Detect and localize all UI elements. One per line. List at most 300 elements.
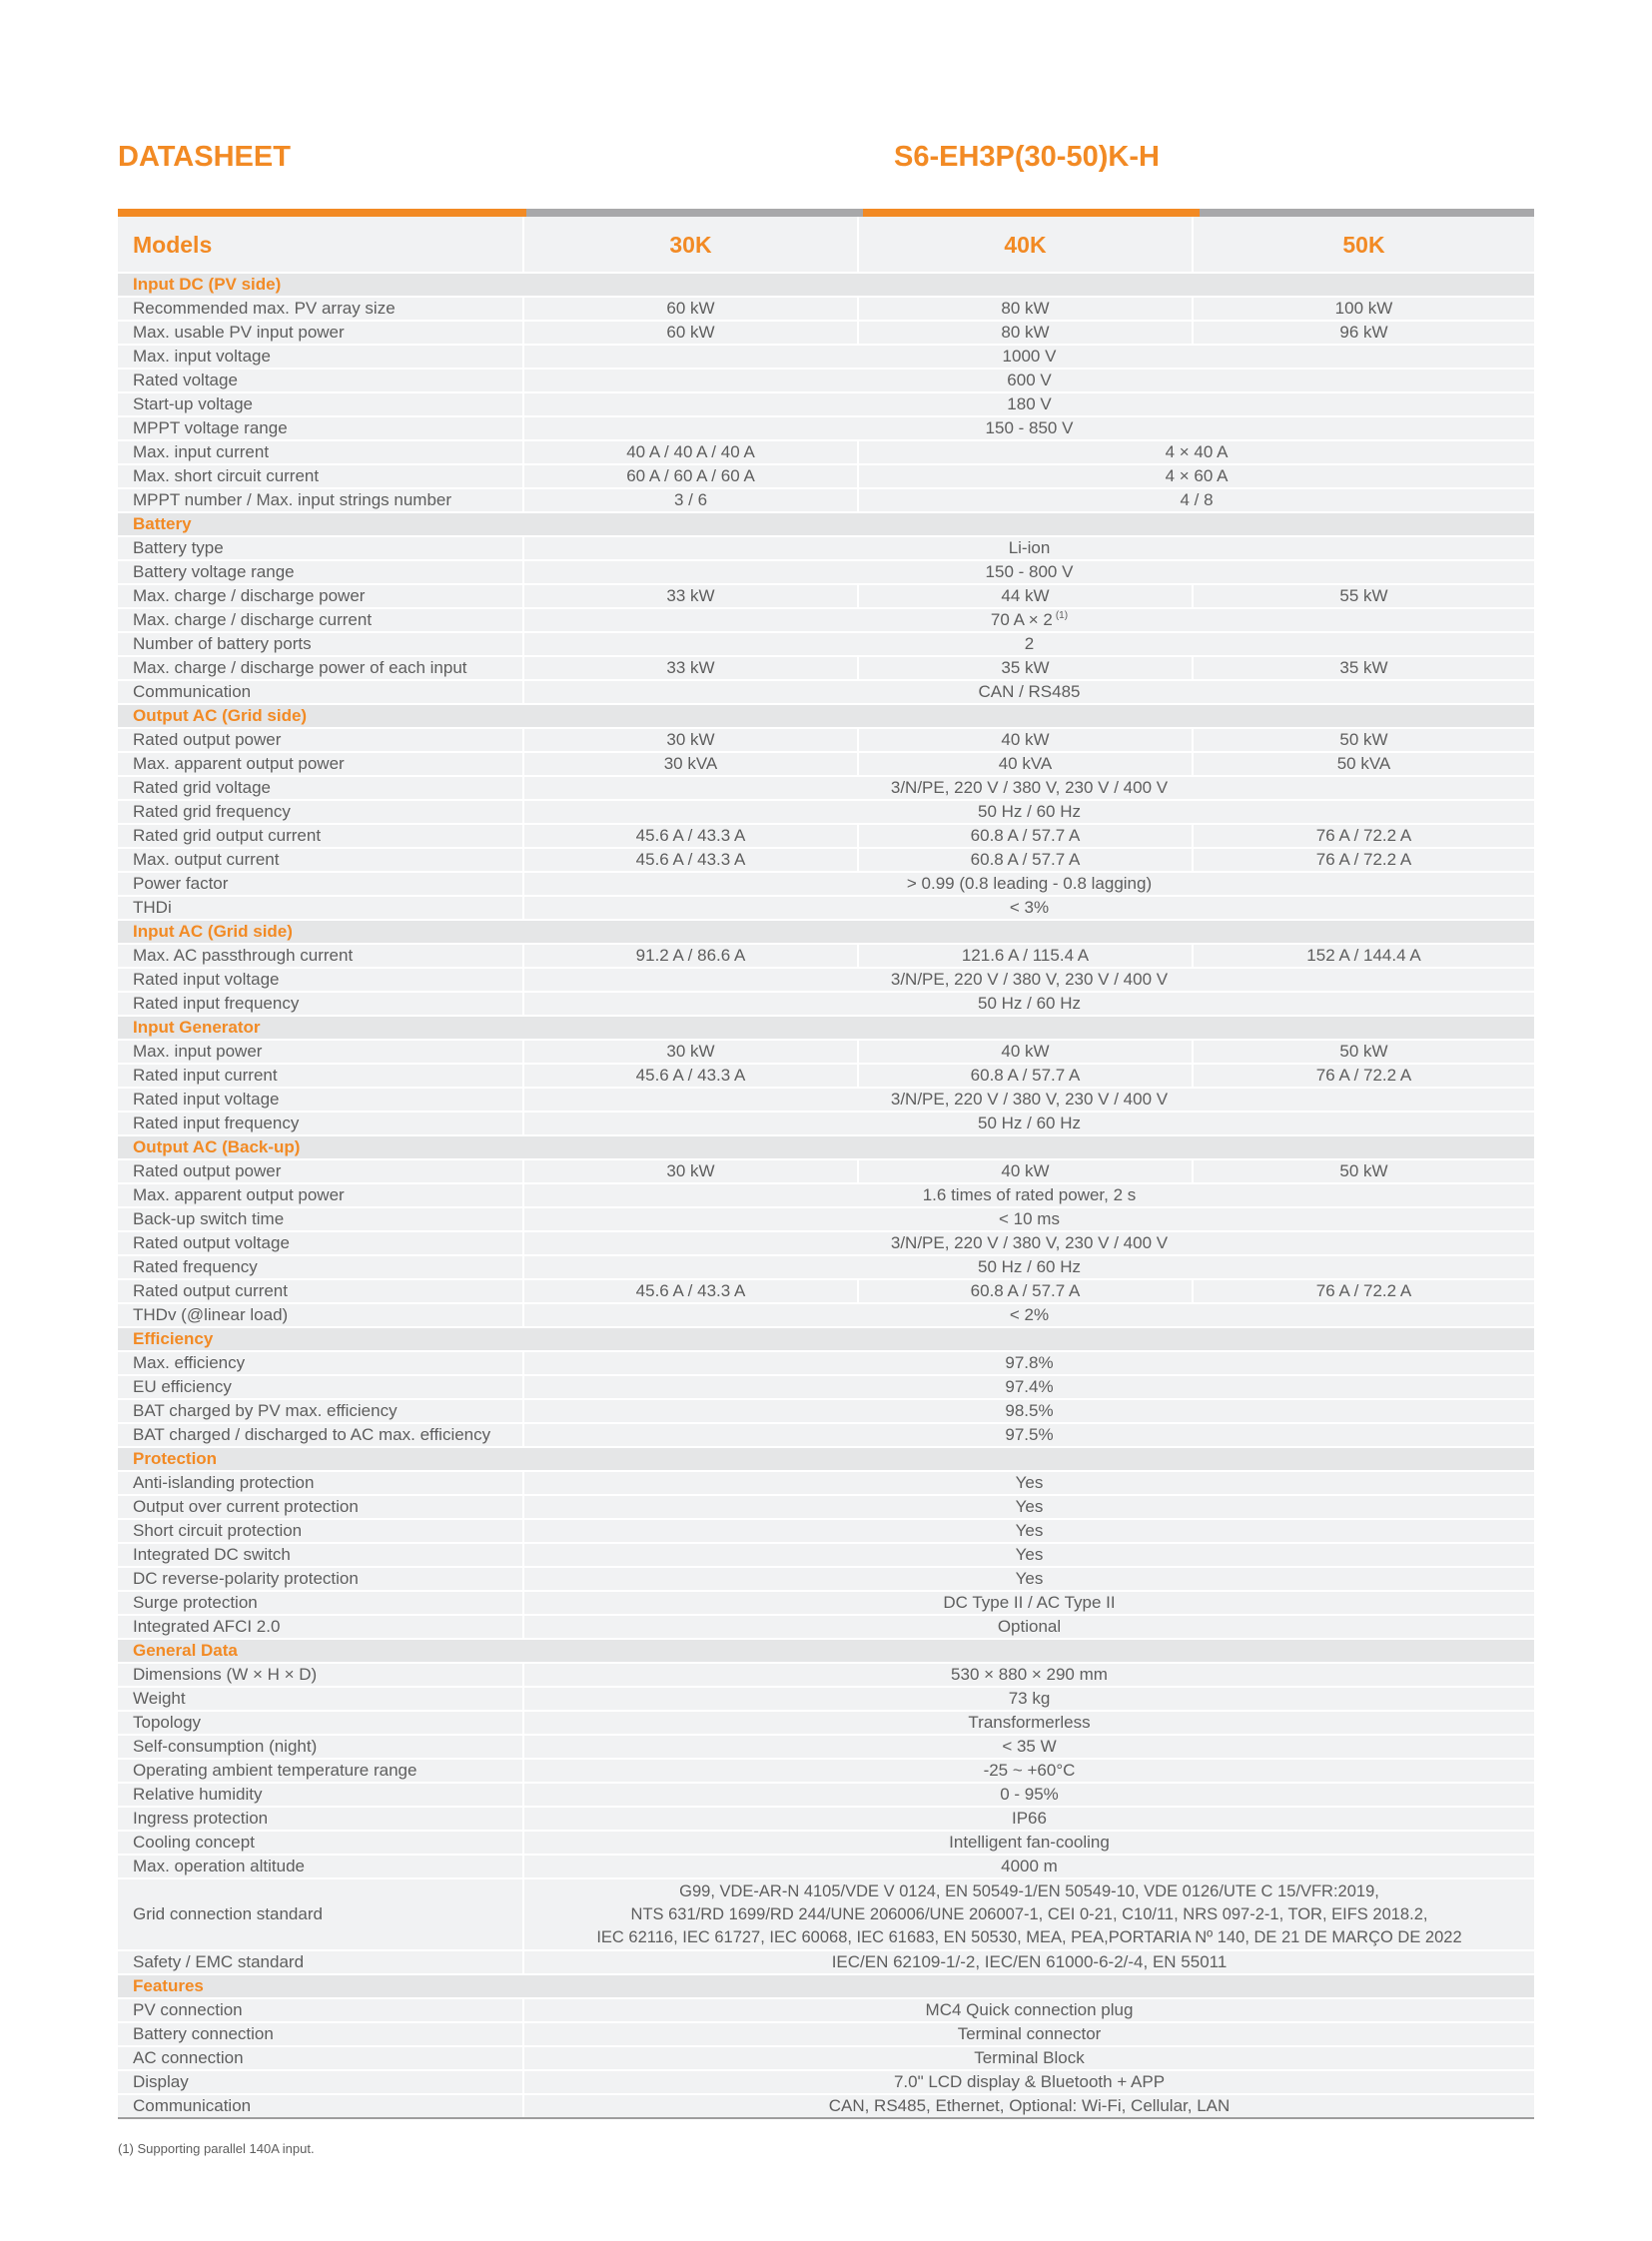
value-text: 600 V <box>1007 371 1052 389</box>
top-bar-segment <box>526 209 863 217</box>
table-row <box>118 801 1534 825</box>
row-label: Operating ambient temperature range <box>118 1760 524 1782</box>
section-title: Input Generator <box>133 1018 261 1037</box>
row-label: Max. input voltage <box>118 346 524 368</box>
value-30k: 60 kW <box>524 298 859 320</box>
value-text: Li-ion <box>1008 538 1051 557</box>
value-text: 73 kg <box>1008 1689 1051 1708</box>
table-header-row <box>118 217 1534 274</box>
value-text: 150 - 800 V <box>985 562 1074 581</box>
table-row <box>118 729 1534 753</box>
value-50k: 50 kW <box>1339 1042 1388 1061</box>
doc-title: DATASHEET <box>118 141 291 173</box>
value-text: 1.6 times of rated power, 2 s <box>922 1185 1137 1204</box>
section-title: Features <box>133 1976 204 1995</box>
table-row <box>118 1184 1534 1208</box>
row-label: Integrated AFCI 2.0 <box>118 1616 524 1638</box>
table-row <box>118 2071 1534 2095</box>
table-row <box>118 1712 1534 1736</box>
table-row <box>118 1376 1534 1400</box>
top-bar-segment <box>1200 209 1534 217</box>
value-all-models <box>524 1784 1534 1806</box>
value-text: < 10 ms <box>999 1209 1060 1228</box>
value-all-models <box>524 609 1534 631</box>
value-40k-50k: 4 × 40 A <box>1165 442 1229 461</box>
section-header-row <box>118 1017 1534 1041</box>
row-label: Max. apparent output power <box>118 1184 524 1206</box>
row-label: Rated input frequency <box>118 993 524 1015</box>
row-label: Weight <box>118 1688 524 1710</box>
value-all-models <box>524 1999 1534 2021</box>
row-label: Rated output power <box>118 1160 524 1182</box>
value-text: 7.0" LCD display & Bluetooth + APP <box>893 2072 1166 2091</box>
value-text: 1000 V <box>1002 347 1057 366</box>
table-row <box>118 993 1534 1017</box>
table-row <box>118 346 1534 370</box>
column-header-30k: 30K <box>524 217 859 272</box>
value-30k: 30 kW <box>524 1041 859 1063</box>
table-row <box>118 2047 1534 2071</box>
row-label: Max. output current <box>118 849 524 871</box>
row-label: Safety / EMC standard <box>118 1951 524 1973</box>
table-row <box>118 1089 1534 1113</box>
section-header-row <box>118 513 1534 537</box>
value-text: Yes <box>1015 1521 1044 1540</box>
value-text: 4000 m <box>1001 1857 1058 1875</box>
row-label: Back-up switch time <box>118 1208 524 1230</box>
table-row <box>118 1304 1534 1328</box>
value-text: > 0.99 (0.8 leading - 0.8 lagging) <box>906 874 1153 893</box>
standard-line: IEC 62116, IEC 61727, IEC 60068, IEC 61683, EN 50530, MEA, PEA,PORTARIA Nº 140, DE 21 DE MARÇO DE 2022 <box>596 1927 1462 1946</box>
row-label: Max. apparent output power <box>118 753 524 775</box>
value-all-models <box>524 993 1534 1015</box>
table-row <box>118 1999 1534 2023</box>
row-label: Max. input power <box>118 1041 524 1063</box>
value-all-models <box>524 681 1534 703</box>
table-row <box>118 1544 1534 1568</box>
value-text: 3/N/PE, 220 V / 380 V, 230 V / 400 V <box>890 1233 1169 1252</box>
value-all-models <box>524 1472 1534 1494</box>
row-label: Self-consumption (night) <box>118 1736 524 1758</box>
value-all-models <box>524 1113 1534 1134</box>
value-50k: 50 kW <box>1339 730 1388 749</box>
table-row <box>118 298 1534 322</box>
section-title: Input AC (Grid side) <box>133 922 293 941</box>
value-text: 0 - 95% <box>1000 1785 1059 1804</box>
row-label: Max. charge / discharge current <box>118 609 524 631</box>
section-header-row <box>118 921 1534 945</box>
column-header-models: Models <box>118 217 524 272</box>
table-row <box>118 1808 1534 1832</box>
row-label: Start-up voltage <box>118 393 524 415</box>
row-label: Rated input voltage <box>118 969 524 991</box>
value-text: 50 Hz / 60 Hz <box>978 1257 1081 1276</box>
row-label: Ingress protection <box>118 1808 524 1830</box>
value-40k: 35 kW <box>859 657 1194 679</box>
value-40k-50k: 4 / 8 <box>1180 490 1214 509</box>
value-50k: 50 kW <box>1339 1161 1388 1180</box>
row-label: DC reverse-polarity protection <box>118 1568 524 1590</box>
table-row <box>118 609 1534 633</box>
row-label: Battery connection <box>118 2023 524 2045</box>
value-all-models <box>524 801 1534 823</box>
row-label: Max. charge / discharge power <box>118 585 524 607</box>
section-header-row <box>118 1136 1534 1160</box>
value-text: Transformerless <box>968 1713 1091 1732</box>
row-label: Rated frequency <box>118 1256 524 1278</box>
table-row <box>118 1256 1534 1280</box>
value-all-models <box>524 2071 1534 2093</box>
value-text: 2 <box>1024 634 1035 653</box>
row-label: Rated input current <box>118 1065 524 1087</box>
value-50k: 50 kVA <box>1336 754 1391 773</box>
value-text: -25 ~ +60°C <box>983 1761 1076 1780</box>
value-40k: 40 kW <box>859 729 1194 751</box>
row-label: Rated input frequency <box>118 1113 524 1134</box>
value-30k: 30 kW <box>524 1160 859 1182</box>
footnote: (1) Supporting parallel 140A input. <box>118 2141 315 2156</box>
value-all-models <box>524 1951 1534 1973</box>
table-row <box>118 1232 1534 1256</box>
section-title: Protection <box>133 1449 218 1468</box>
row-label: Display <box>118 2071 524 2093</box>
table-row <box>118 1400 1534 1424</box>
row-label: Rated output power <box>118 729 524 751</box>
value-40k: 60.8 A / 57.7 A <box>859 1065 1194 1087</box>
value-all-models <box>524 1376 1534 1398</box>
table-row <box>118 897 1534 921</box>
value-all-models <box>524 777 1534 799</box>
value-30k: 40 A / 40 A / 40 A <box>524 441 859 463</box>
section-header-row <box>118 1448 1534 1472</box>
value-30k: 45.6 A / 43.3 A <box>524 825 859 847</box>
table-row <box>118 1424 1534 1448</box>
row-label: Rated input voltage <box>118 1089 524 1111</box>
row-label: THDv (@linear load) <box>118 1304 524 1326</box>
value-text: < 35 W <box>1002 1737 1057 1756</box>
value-all-models <box>524 2095 1534 2117</box>
row-label: Integrated DC switch <box>118 1544 524 1566</box>
table-row <box>118 370 1534 393</box>
value-all-models <box>524 1400 1534 1422</box>
table-body <box>118 274 1534 2119</box>
table-row <box>118 1065 1534 1089</box>
row-label: Max. usable PV input power <box>118 322 524 344</box>
section-title: General Data <box>133 1641 238 1660</box>
value-50k: 96 kW <box>1339 323 1388 342</box>
value-text: DC Type II / AC Type II <box>943 1593 1116 1612</box>
row-label: Recommended max. PV array size <box>118 298 524 320</box>
value-text: < 3% <box>1009 898 1050 917</box>
row-label: PV connection <box>118 1999 524 2021</box>
table-row <box>118 1208 1534 1232</box>
table-row <box>118 322 1534 346</box>
standard-line: G99, VDE-AR-N 4105/VDE V 0124, EN 50549-1/EN 50549-10, VDE 0126/UTE C 15/VFR:2019, <box>679 1881 1379 1900</box>
value-text: 70 A × 2 <box>990 610 1053 629</box>
value-text: Optional <box>997 1617 1062 1636</box>
value-text: IP66 <box>1012 1809 1047 1828</box>
table-row <box>118 393 1534 417</box>
table-top-bar <box>118 209 1534 217</box>
value-all-models <box>524 1712 1534 1734</box>
table-row <box>118 1592 1534 1616</box>
value-all-models <box>524 1808 1534 1830</box>
value-text: Terminal Block <box>974 2048 1085 2067</box>
row-label: Max. input current <box>118 441 524 463</box>
top-bar-segment <box>863 209 1200 217</box>
table-row <box>118 1113 1534 1136</box>
value-all-models <box>524 1496 1534 1518</box>
row-label: MPPT voltage range <box>118 417 524 439</box>
row-label: Max. charge / discharge power of each input <box>118 657 524 679</box>
row-label: BAT charged by PV max. efficiency <box>118 1400 524 1422</box>
value-all-models <box>524 1232 1534 1254</box>
row-label: Short circuit protection <box>118 1520 524 1542</box>
column-header-50k: 50K <box>1342 231 1385 258</box>
value-text: CAN / RS485 <box>978 682 1081 701</box>
value-all-models <box>524 969 1534 991</box>
top-bar-segment <box>118 209 526 217</box>
value-all-models <box>524 897 1534 919</box>
value-40k: 121.6 A / 115.4 A <box>859 945 1194 967</box>
section-header-row <box>118 1975 1534 1999</box>
table-row <box>118 1688 1534 1712</box>
value-text: Yes <box>1015 1545 1044 1564</box>
row-label: Rated output voltage <box>118 1232 524 1254</box>
value-text: 97.4% <box>1005 1377 1054 1396</box>
value-50k: 100 kW <box>1334 299 1393 318</box>
value-40k: 60.8 A / 57.7 A <box>859 825 1194 847</box>
value-all-models <box>524 1089 1534 1111</box>
value-all-models <box>524 1544 1534 1566</box>
table-row <box>118 1280 1534 1304</box>
table-row <box>118 825 1534 849</box>
section-title: Output AC (Grid side) <box>133 706 308 725</box>
table-row <box>118 1496 1534 1520</box>
value-all-models <box>524 417 1534 439</box>
row-label: Power factor <box>118 873 524 895</box>
row-label: Rated voltage <box>118 370 524 391</box>
row-label: AC connection <box>118 2047 524 2069</box>
row-label: Communication <box>118 681 524 703</box>
value-50k: 76 A / 72.2 A <box>1315 826 1412 845</box>
column-header-40k: 40K <box>859 217 1194 272</box>
row-label: Max. AC passthrough current <box>118 945 524 967</box>
table-row <box>118 657 1534 681</box>
row-label: Rated grid frequency <box>118 801 524 823</box>
table-row <box>118 777 1534 801</box>
table-row <box>118 537 1534 561</box>
value-all-models <box>524 1256 1534 1278</box>
value-text: Yes <box>1015 1473 1044 1492</box>
row-label: Max. efficiency <box>118 1352 524 1374</box>
row-label: Battery type <box>118 537 524 559</box>
table-row <box>118 945 1534 969</box>
section-title: Efficiency <box>133 1329 214 1348</box>
row-label: Grid connection standard <box>118 1879 524 1949</box>
value-text: 3/N/PE, 220 V / 380 V, 230 V / 400 V <box>890 970 1169 989</box>
row-label: MPPT number / Max. input strings number <box>118 489 524 511</box>
table-row <box>118 489 1534 513</box>
table-row <box>118 753 1534 777</box>
value-all-models <box>524 370 1534 391</box>
row-label: Cooling concept <box>118 1832 524 1854</box>
value-text: Intelligent fan-cooling <box>949 1833 1110 1852</box>
value-all-models <box>524 2047 1534 2069</box>
value-30k: 33 kW <box>524 585 859 607</box>
value-30k: 91.2 A / 86.6 A <box>524 945 859 967</box>
value-all-models <box>524 561 1534 583</box>
value-all-models <box>524 1616 1534 1638</box>
value-all-models <box>524 393 1534 415</box>
section-header-row <box>118 274 1534 298</box>
footnote-marker: (1) <box>1055 610 1069 621</box>
row-label: Max. short circuit current <box>118 465 524 487</box>
value-30k: 30 kVA <box>524 753 859 775</box>
value-all-models <box>524 1664 1534 1686</box>
value-text: Yes <box>1015 1569 1044 1588</box>
value-text: 50 Hz / 60 Hz <box>978 802 1081 821</box>
model-title: S6-EH3P(30-50)K-H <box>894 141 1160 173</box>
standard-line: NTS 631/RD 1699/RD 244/UNE 206006/UNE 206007-1, CEI 0-21, C10/11, NRS 097-2-1, TOR, EIFS 2018.2, <box>630 1904 1428 1923</box>
value-all-models <box>524 1832 1534 1854</box>
value-text: MC4 Quick connection plug <box>925 2000 1134 2019</box>
value-50k: 76 A / 72.2 A <box>1315 1281 1412 1300</box>
value-text: 50 Hz / 60 Hz <box>978 994 1081 1013</box>
value-text: < 2% <box>1009 1305 1050 1324</box>
section-header-row <box>118 1640 1534 1664</box>
value-text: 530 × 880 × 290 mm <box>951 1665 1108 1684</box>
value-50k: 55 kW <box>1339 586 1388 605</box>
value-all-models <box>524 873 1534 895</box>
section-title: Output AC (Back-up) <box>133 1137 301 1156</box>
spec-table <box>118 209 1534 2119</box>
value-50k: 35 kW <box>1339 658 1388 677</box>
value-40k: 40 kVA <box>859 753 1194 775</box>
value-30k: 45.6 A / 43.3 A <box>524 1280 859 1302</box>
section-header-row <box>118 1328 1534 1352</box>
table-row <box>118 681 1534 705</box>
row-label: Rated grid output current <box>118 825 524 847</box>
value-text: 3/N/PE, 220 V / 380 V, 230 V / 400 V <box>890 778 1169 797</box>
table-row <box>118 1760 1534 1784</box>
table-row <box>118 1568 1534 1592</box>
table-row <box>118 441 1534 465</box>
row-label: Communication <box>118 2095 524 2117</box>
value-text: 97.5% <box>1005 1425 1054 1444</box>
value-all-models <box>524 1688 1534 1710</box>
value-30k: 30 kW <box>524 729 859 751</box>
row-label: EU efficiency <box>118 1376 524 1398</box>
table-row <box>118 1879 1534 1951</box>
table-row <box>118 1472 1534 1496</box>
table-row <box>118 1736 1534 1760</box>
value-40k-50k: 4 × 60 A <box>1165 466 1229 485</box>
table-row <box>118 1951 1534 1975</box>
row-label: THDi <box>118 897 524 919</box>
table-row <box>118 1784 1534 1808</box>
value-30k: 45.6 A / 43.3 A <box>524 849 859 871</box>
value-40k: 80 kW <box>859 322 1194 344</box>
value-all-models <box>524 1424 1534 1446</box>
section-title: Battery <box>133 514 192 533</box>
value-text: 150 - 850 V <box>985 418 1074 437</box>
value-all-models <box>524 1879 1534 1949</box>
value-text: 50 Hz / 60 Hz <box>978 1114 1081 1132</box>
value-40k: 80 kW <box>859 298 1194 320</box>
table-row <box>118 465 1534 489</box>
row-label: Rated output current <box>118 1280 524 1302</box>
value-40k: 40 kW <box>859 1041 1194 1063</box>
table-row <box>118 1664 1534 1688</box>
value-all-models <box>524 1760 1534 1782</box>
row-label: Relative humidity <box>118 1784 524 1806</box>
value-all-models <box>524 1352 1534 1374</box>
value-40k: 40 kW <box>859 1160 1194 1182</box>
value-all-models <box>524 537 1534 559</box>
value-text: 180 V <box>1007 394 1052 413</box>
value-all-models <box>524 1568 1534 1590</box>
value-40k: 44 kW <box>859 585 1194 607</box>
row-label: Rated grid voltage <box>118 777 524 799</box>
value-text: CAN, RS485, Ethernet, Optional: Wi-Fi, Cellular, LAN <box>828 2096 1231 2115</box>
table-row <box>118 849 1534 873</box>
section-title: Input DC (PV side) <box>133 275 282 294</box>
table-row <box>118 969 1534 993</box>
table-row <box>118 1616 1534 1640</box>
row-label: Number of battery ports <box>118 633 524 655</box>
value-text: 3/N/PE, 220 V / 380 V, 230 V / 400 V <box>890 1090 1169 1109</box>
value-all-models <box>524 1208 1534 1230</box>
section-header-row <box>118 705 1534 729</box>
value-all-models <box>524 1856 1534 1877</box>
value-50k: 76 A / 72.2 A <box>1315 1066 1412 1085</box>
table-row <box>118 417 1534 441</box>
value-all-models <box>524 1184 1534 1206</box>
table-row <box>118 2023 1534 2047</box>
value-text: Terminal connector <box>957 2024 1102 2043</box>
row-label: Dimensions (W × H × D) <box>118 1664 524 1686</box>
value-30k: 60 A / 60 A / 60 A <box>524 465 859 487</box>
value-30k: 60 kW <box>524 322 859 344</box>
value-40k: 60.8 A / 57.7 A <box>859 1280 1194 1302</box>
row-label: Battery voltage range <box>118 561 524 583</box>
table-row <box>118 585 1534 609</box>
value-all-models <box>524 1592 1534 1614</box>
value-all-models <box>524 2023 1534 2045</box>
table-row <box>118 1832 1534 1856</box>
value-40k: 60.8 A / 57.7 A <box>859 849 1194 871</box>
value-all-models <box>524 633 1534 655</box>
table-row <box>118 873 1534 897</box>
row-label: BAT charged / discharged to AC max. efficiency <box>118 1424 524 1446</box>
value-50k: 152 A / 144.4 A <box>1306 946 1421 965</box>
table-row <box>118 1520 1534 1544</box>
value-text: 97.8% <box>1005 1353 1054 1372</box>
row-label: Anti-islanding protection <box>118 1472 524 1494</box>
table-row <box>118 1041 1534 1065</box>
table-row <box>118 561 1534 585</box>
row-label: Max. operation altitude <box>118 1856 524 1877</box>
value-text: Yes <box>1015 1497 1044 1516</box>
value-all-models <box>524 346 1534 368</box>
row-label: Topology <box>118 1712 524 1734</box>
table-row <box>118 1160 1534 1184</box>
value-30k: 45.6 A / 43.3 A <box>524 1065 859 1087</box>
table-row <box>118 2095 1534 2119</box>
table-row <box>118 1352 1534 1376</box>
row-label: Surge protection <box>118 1592 524 1614</box>
